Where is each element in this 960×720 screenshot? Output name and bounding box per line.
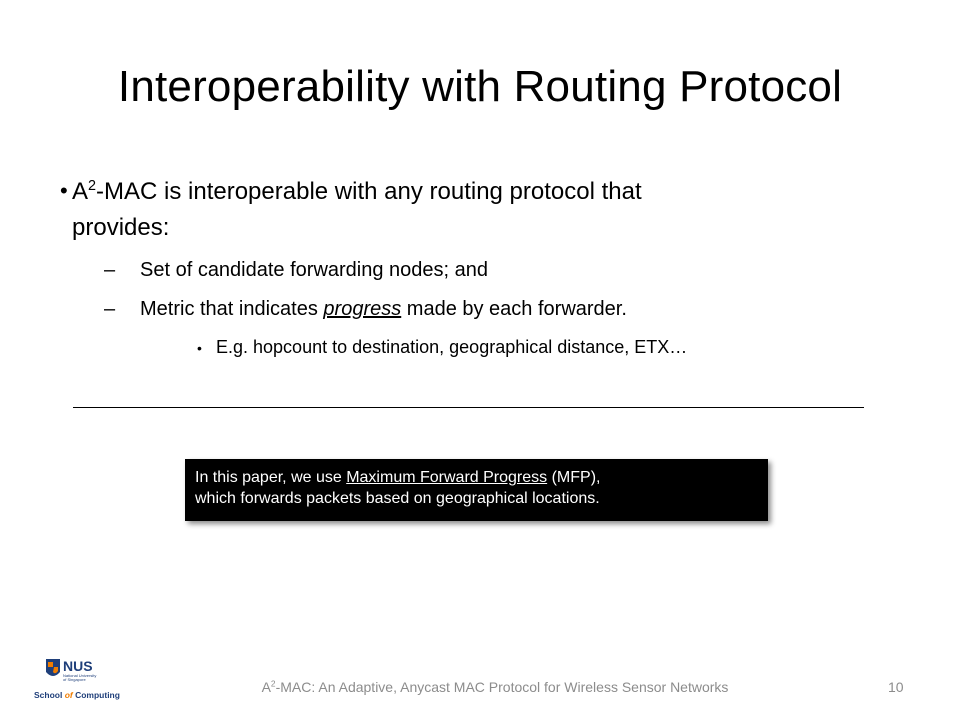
sub-bullet-dash: – [104,298,116,320]
bullet-rest: -MAC is interoperable with any routing protocol that [96,178,642,205]
sub-sub-bullet-dot: • [197,340,202,356]
logo-nus-text: NUS [63,658,93,674]
footer-text [240,679,750,695]
bullet-text-line1 [72,176,642,208]
callout-line1 [195,467,758,488]
logo-nus-sub2: of Singapore [63,677,86,682]
callout-pre: In this paper, we use [195,469,347,486]
sub-bullet-2-post: made by each forwarder. [401,298,627,320]
footer-a: A [261,679,271,695]
callout-box [185,459,768,521]
logo-school-text [34,690,120,700]
crest-icon [46,659,60,676]
logo-school-pre: School [34,690,65,700]
logo-school-of: of [64,690,73,700]
callout-mfp: Maximum Forward Progress [346,469,548,486]
footer-rest: -MAC: An Adaptive, Anycast MAC Protocol for Wireless Sensor Networks [275,679,729,695]
sub-bullet-2-pre: Metric that indicates [140,298,324,320]
bullet-dot: • [60,178,68,203]
bullet-a: A [72,178,89,205]
slide-title: Interoperability with Routing Protocol [117,62,843,111]
sub-sub-bullet: E.g. hopcount to destination, geographical distance, ETX… [216,337,688,357]
callout-line2: which forwards packets based on geographical locations. [195,490,600,507]
footer-sup: 2 [270,678,276,689]
bullet-sup: 2 [88,178,97,194]
callout-post: (MFP), [547,469,601,486]
sub-bullet-dash: – [104,259,116,281]
sub-bullet-2 [140,298,627,321]
divider-line [73,407,864,408]
logo-school-post: Computing [72,690,120,700]
page-number: 10 [888,679,904,695]
logo-nus-sub1: National University [63,673,97,678]
nus-school-of-computing-logo [34,656,126,704]
bullet-text-line2: provides: [72,214,170,241]
sub-bullet-1: Set of candidate forwarding nodes; and [140,259,489,281]
sub-bullet-2-em: progress [323,298,402,320]
